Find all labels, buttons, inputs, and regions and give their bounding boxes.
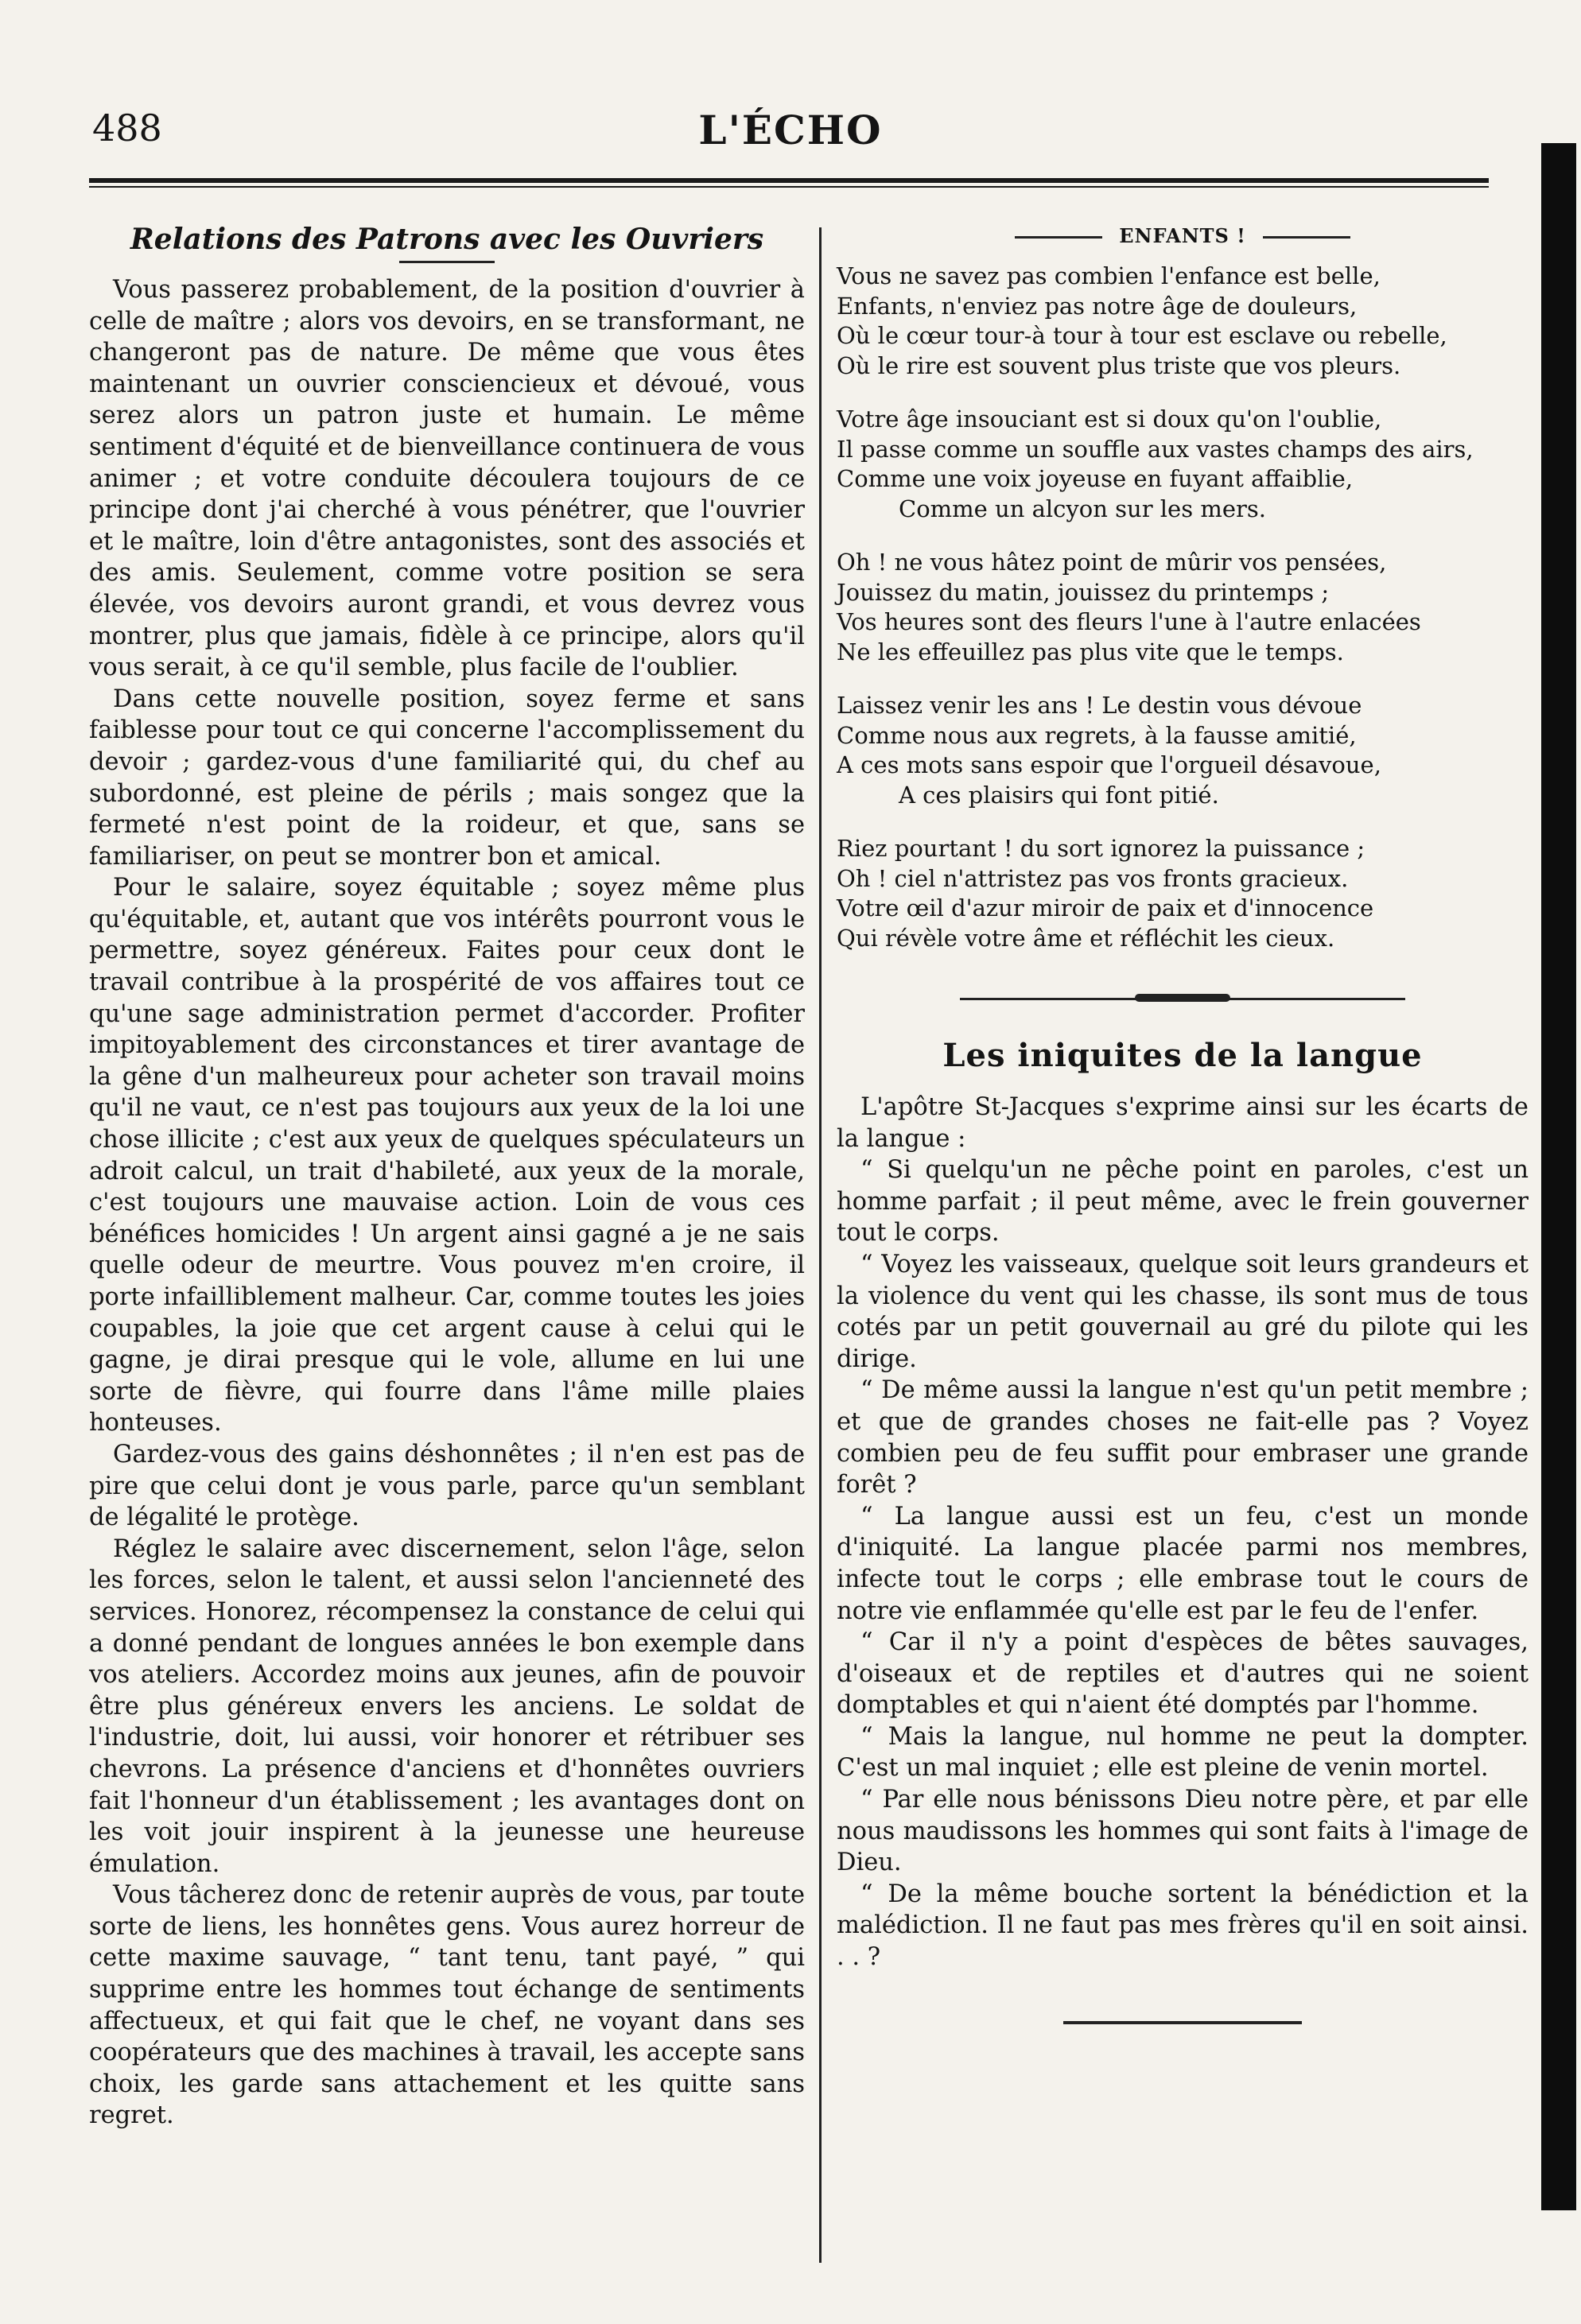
- poem-stanza: [837, 262, 1529, 381]
- poem-line: Vos heures sont des fleurs l'une à l'autre enlacées: [837, 608, 1421, 635]
- article-title: Relations des Patrons avec les Ouvriers: [130, 223, 764, 256]
- poem-stanza: [837, 548, 1529, 667]
- article-paragraph: Pour le salaire, soyez équitable ; soyez même plus qu'équitable, et, autant que vos intérêts pourront vous le permettre, soyez généreux. Faites pour ceux dont le travail contribue à la prospérité de vos affaires tout ce qu'une sage administration permet d'accorder. Profiter impitoyablement des circonstances et tirer avantage de la gêne d'un malheureux pour acheter son travail moins qu'il ne vaut, ce n'est pas toujours aux yeux de la loi une chose illicite ; c'est aux yeux de quelques spéculateurs un adroit calcul, un trait d'habileté, aux yeux de la morale, c'est toujours une mauvaise action. Loin de vous ces bénéfices homicides ! Un argent ainsi gagné a je ne sais quelle odeur de meurtre. Vous pouvez m'en croire, il porte infailliblement malheur. Car, comme toutes les joies coupables, la joie que cet argent cause à celui qui le gagne, je dirai presque qui le vole, allume en lui une sorte de fièvre, qui fourre dans l'âme mille plaies honteuses.: [89, 874, 805, 1437]
- poem-line: A ces mots sans espoir que l'orgueil désavoue,: [837, 751, 1381, 778]
- poem-stanza: [837, 691, 1529, 810]
- section-paragraph: “ Par elle nous bénissons Dieu notre père, et par elle nous maudissons les hommes qui sont faits à l'image de Dieu.: [837, 1786, 1529, 1877]
- end-rule: [1063, 2021, 1302, 2024]
- poem-line: Laissez venir les ans ! Le destin vous dévoue: [837, 692, 1362, 719]
- section-paragraph: L'apôtre St-Jacques s'exprime ainsi sur les écarts de la langue :: [837, 1093, 1529, 1153]
- ornament-line: [1015, 236, 1102, 239]
- poem-line: Oh ! ne vous hâtez point de mûrir vos pensées,: [837, 549, 1387, 576]
- poem-title: [837, 224, 1529, 247]
- article-paragraph: Gardez-vous des gains déshonnêtes ; il n'en est pas de pire que celui dont je vous parle, parce qu'un semblant de légalité le protège.: [89, 1440, 805, 1532]
- poem-line: Jouissez du matin, jouissez du printemps ;: [837, 578, 1330, 606]
- section-separator: [960, 998, 1405, 1000]
- article-paragraph: Réglez le salaire avec discernement, selon l'âge, selon les forces, selon le talent, et aussi selon l'ancienneté des services. Honorez, récompensez la constance de celui qui a donné pendant de longues années le bon exemple dans vos ateliers. Accordez moins aux jeunes, afin de pouvoir être plus généreux envers les anciens. Le soldat de l'industrie, doit, lui aussi, voir honorer et rétribuer ses chevrons. La présence d'anciens et d'honnêtes ouvriers fait l'honneur d'un établissement ; les avantages dont on les voit jouir inspirent à la jeunesse une heureuse émulation.: [89, 1534, 805, 1878]
- poem-line: Il passe comme un souffle aux vastes champs des airs,: [837, 435, 1474, 463]
- article-paragraph: Vous passerez probablement, de la position d'ouvrier à celle de maître ; alors vos devoirs, en se transformant, ne changeront pas de nature. De même que vous êtes maintenant un ouvrier consciencieux et dévoué, vous serez alors un patron juste et humain. Le même sentiment d'équité et de bienveillance continuera de vous animer ; et votre conduite découlera toujours de ce principe dont j'ai cherché à vous pénétrer, que l'ouvrier et le maître, loin d'être antagonistes, sont des associés et des amis. Seulement, comme votre position se sera élevée, vos devoirs auront grandi, et vous devrez vous montrer, plus que jamais, fidèle à ce principe, alors qu'il vous serait, à ce qu'il semble, plus facile de l'oublier.: [89, 276, 805, 682]
- poem-line: Vous ne savez pas combien l'enfance est belle,: [837, 262, 1381, 289]
- section-paragraph: “ Mais la langue, nul homme ne peut la dompter. C'est un mal inquiet ; elle est pleine de venin mortel.: [837, 1722, 1529, 1783]
- poem-line: Où le rire est souvent plus triste que vos pleurs.: [837, 351, 1401, 379]
- poem-stanza: [837, 834, 1529, 953]
- poem-line: A ces plaisirs qui font pitié.: [899, 781, 1219, 809]
- poem-line: Comme nous aux regrets, à la fausse amitié,: [837, 721, 1357, 749]
- poem-line: Enfants, n'enviez pas notre âge de douleurs,: [837, 292, 1358, 320]
- article-paragraph: Dans cette nouvelle position, soyez ferme et sans faiblesse pour tout ce qui concerne l'accomplissement du devoir ; gardez-vous d'une familiarité qui, du chef au subordonné, est pleine de périls ; mais songez que la fermeté n'est point de la roideur, et que, sans se familiariser, on peut se montrer bon et amical.: [89, 685, 805, 871]
- poem-stanza: [837, 405, 1529, 524]
- header-rule: [89, 178, 1489, 188]
- poem-line: Où le cœur tour-à tour à tour est esclave ou rebelle,: [837, 322, 1447, 349]
- section-paragraph: “ De même aussi la langue n'est qu'un petit membre ; et que de grandes choses ne fait-elle pas ? Voyez combien peu de feu suffit pour embraser une grande forêt ?: [837, 1376, 1529, 1500]
- section-paragraph: “ De la même bouche sortent la bénédiction et la malédiction. Il ne faut pas mes frères qu'il en soit ainsi. . . ?: [837, 1880, 1529, 1972]
- poem-title-text: ENFANTS !: [1119, 224, 1246, 247]
- poem-line: Comme une voix joyeuse en fuyant affaiblie,: [837, 465, 1354, 492]
- running-title: L'ÉCHO: [698, 107, 883, 153]
- section-paragraph: “ La langue aussi est un feu, c'est un monde d'iniquité. La langue placée parmi nos membres, infecte tout le corps ; elle embrase tout le cours de notre vie enflammée qu'elle est par le feu de l'enfer.: [837, 1502, 1529, 1625]
- poem-line: Oh ! ciel n'attristez pas vos fronts gracieux.: [837, 864, 1349, 892]
- page-number: 488: [92, 107, 162, 149]
- left-column: [89, 215, 805, 2132]
- ornament-line: [1263, 236, 1350, 239]
- poem-line: Votre œil d'azur miroir de paix et d'innocence: [837, 894, 1374, 921]
- column-rule: [819, 227, 822, 2263]
- article-paragraph: Vous tâcherez donc de retenir auprès de vous, par toute sorte de liens, les honnêtes gens. Vous aurez horreur de cette maxime sauvage, “ tant tenu, tant payé, ” qui supprime entre les hommes tout échange de sentiments affectueux, et qui fait que le chef, ne voyant dans ses coopérateurs que des machines à travail, les accepte sans choix, les garde sans attachement et les quitte sans regret.: [89, 1881, 805, 2130]
- section-paragraph: “ Car il n'y a point d'espèces de bêtes sauvages, d'oiseaux et de reptiles et d'autres qui ne soient domptables et qui n'aient été domptés par l'homme.: [837, 1628, 1529, 1720]
- title-rule: [399, 261, 495, 263]
- section-paragraph: “ Voyez les vaisseaux, quelque soit leurs grandeurs et la violence du vent qui les chasse, ils sont mus de tous cotés par un petit gouvernail au gré du pilote qui les dirige.: [837, 1250, 1529, 1373]
- section-title: Les iniquites de la langue: [942, 1037, 1423, 1074]
- poem-line: Qui révèle votre âme et réfléchit les cieux.: [837, 924, 1335, 952]
- section-paragraph: “ Si quelqu'un ne pêche point en paroles, c'est un homme parfait ; il peut même, avec le frein gouverner tout le corps.: [837, 1156, 1529, 1247]
- right-edge-bar: [1541, 143, 1576, 2210]
- poem-line: Ne les effeuillez pas plus vite que le temps.: [837, 638, 1344, 665]
- poem-line: Riez pourtant ! du sort ignorez la puissance ;: [837, 835, 1365, 862]
- poem-line: Comme un alcyon sur les mers.: [899, 495, 1266, 522]
- right-column: [837, 215, 1529, 2024]
- poem-line: Votre âge insouciant est si doux qu'on l'oublie,: [837, 405, 1382, 433]
